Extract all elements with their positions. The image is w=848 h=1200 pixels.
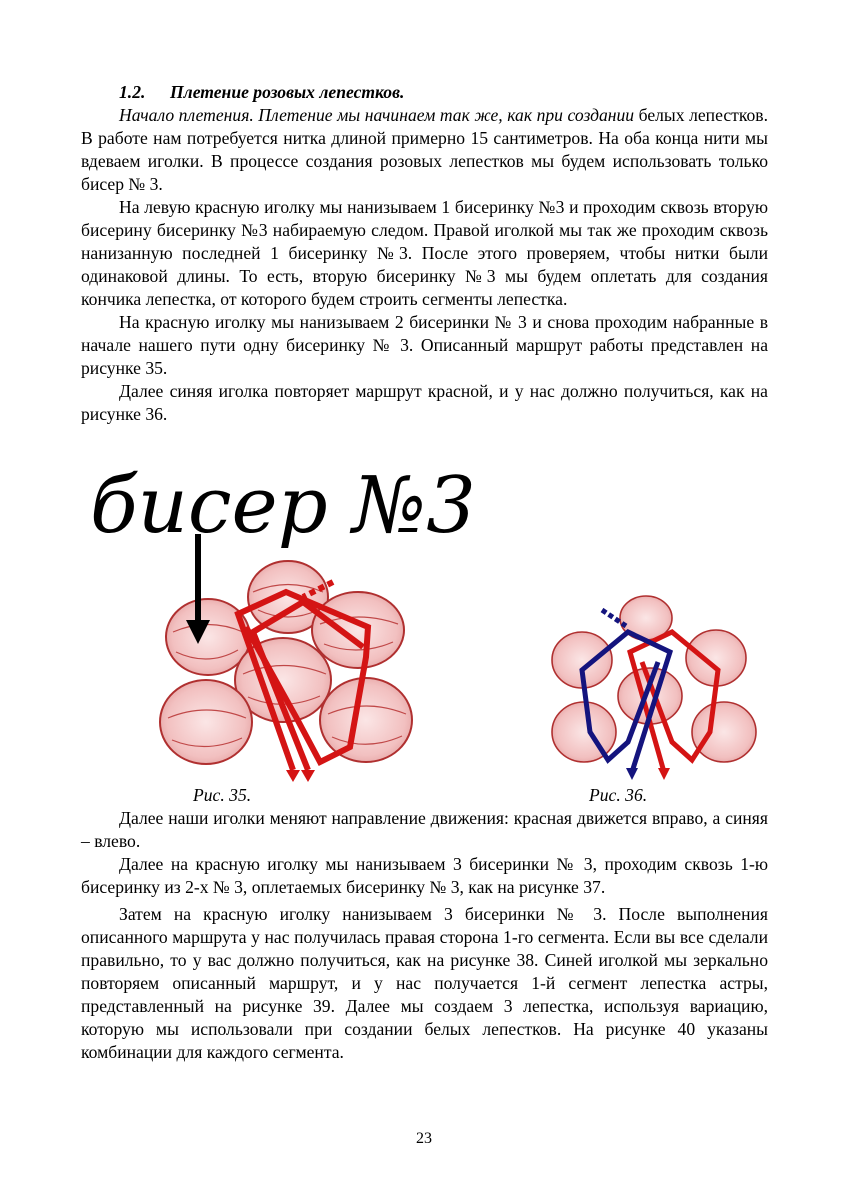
- red-arrowhead-35b: [301, 770, 315, 782]
- blue-arrowhead-36: [626, 768, 638, 780]
- figure-35-beads-diagram: [88, 452, 520, 782]
- section-title: Плетение розовых лепестков.: [170, 82, 405, 102]
- paragraph-2: На левую красную иголку мы нанизываем 1 бисеринку №3 и проходим сквозь вторую бисерину бисеринку №3 набираемую следом. Правой иголкой мы так же проходим сквозь нанизанную последней 1 бисеринку №3. После этого проверяем, чтобы нитки были одинаковой длины. То есть, вторую бисеринку №3 мы будем оплетать для создания кончика лепестка, от которого будем строить сегменты лепестка.: [81, 197, 768, 309]
- text-block-bottom: [81, 807, 768, 1064]
- text-block-top: [81, 104, 768, 426]
- section-heading: [119, 81, 404, 104]
- figure-36-caption: Рис. 36.: [589, 785, 648, 805]
- red-arrowhead-35: [286, 770, 300, 782]
- red-arrowhead-36: [658, 768, 670, 780]
- figure-35-label: бисер №3: [90, 461, 476, 551]
- paragraph-4: Далее синяя иголка повторяет маршрут красной, и у нас должно получиться, как на рисунке 36.: [81, 381, 768, 424]
- paragraph-5: Далее наши иголки меняют направление движения: красная движется вправо, а синяя – влево.: [81, 808, 768, 851]
- page-number: 23: [416, 1130, 432, 1147]
- paragraph-1-italic: Начало плетения. Плетение мы начинаем так же, как при создании: [119, 105, 635, 125]
- paragraph-6: Далее на красную иголку мы нанизываем 3 бисеринки № 3, проходим сквозь 1-ю бисеринку из 2-х № 3, оплетаемых бисеринку № 3, как на рисунке 37.: [81, 854, 768, 897]
- paragraph-1: [81, 104, 768, 196]
- paragraph-1-rest: белых лепестков. В работе нам потребуется нитка длиной примерно 15 сантиметров. На оба конца нити мы вдеваем иголки. В процессе создания розовых лепестков мы будем использовать только бисер № 3.: [81, 105, 768, 194]
- paragraph-3: На красную иголку мы нанизываем 2 бисеринки № 3 и снова проходим набранные в начале нашего пути одну бисеринку № 3. Описанный маршрут работы представлен на рисунке 35.: [81, 312, 768, 378]
- section-number: 1.2.: [119, 82, 146, 102]
- figure-35-caption: Рис. 35.: [193, 785, 252, 805]
- figure-36-beads-diagram: [542, 592, 758, 782]
- paragraph-7: Затем на красную иголку нанизываем 3 бисеринки № 3. После выполнения описанного маршрута у нас получилась правая сторона 1-го сегмента. Если вы все сделали правильно, то у вас должно получиться, как на рисунке 38. Синей иголкой мы зеркально повторяем описанный маршрут, и у нас получается 1-й сегмент лепестка астры, представленный на рисунке 39. Далее мы создаем 3 лепестка, используя вариацию, которую мы использовали при создании белых лепестков. На рисунке 40 указаны комбинации для каждого сегмента.: [81, 904, 768, 1062]
